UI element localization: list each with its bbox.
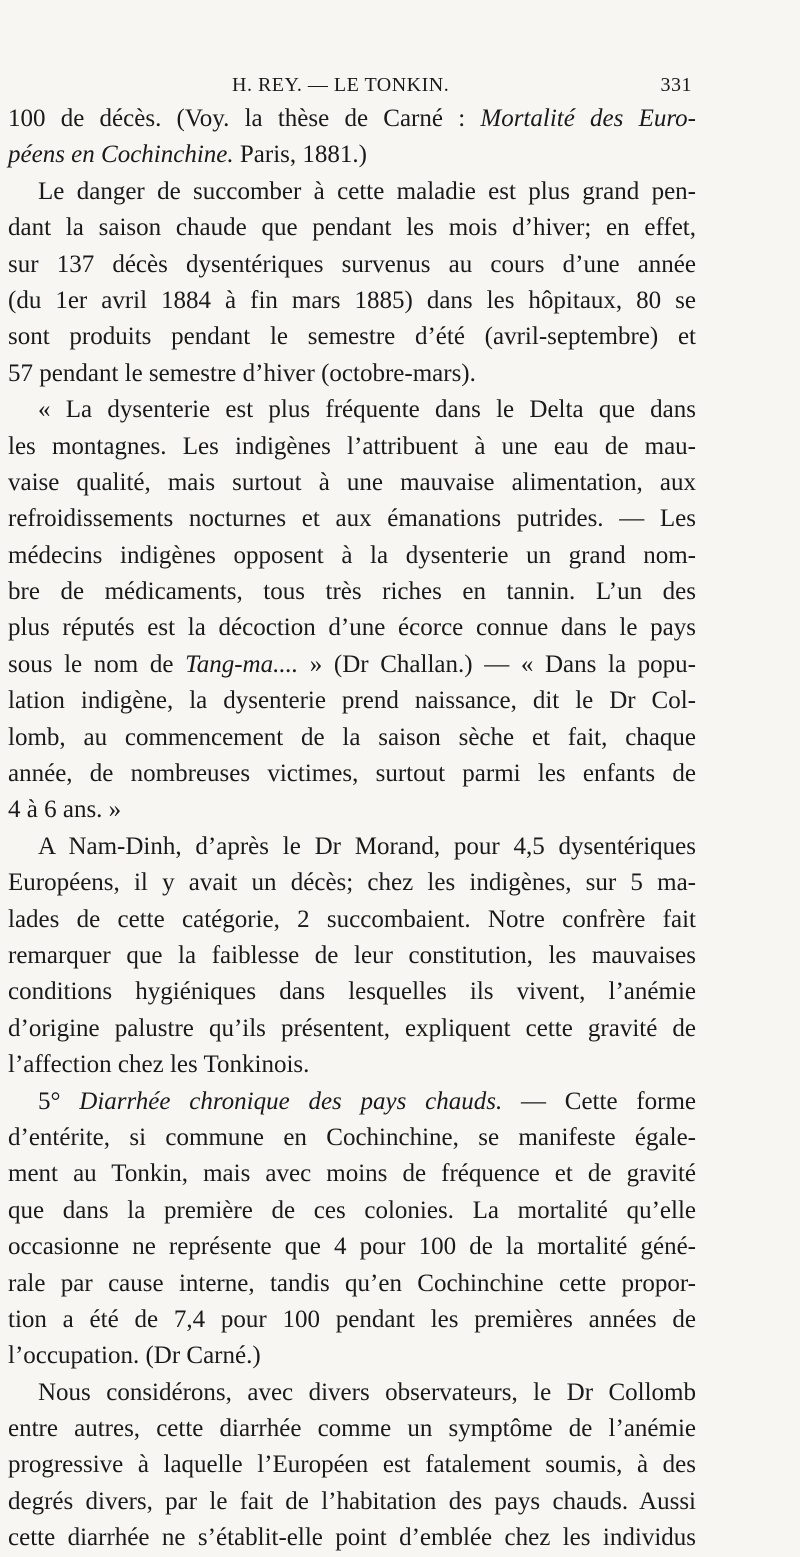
text-run: Le danger de succomber à cette maladie est plus grand pen- xyxy=(38,177,696,205)
text-line xyxy=(8,392,696,428)
text-line xyxy=(8,902,696,938)
text-run: « La dysenterie est plus fréquente dans le Delta que dans xyxy=(38,396,696,424)
text-line xyxy=(8,1229,696,1265)
text-run: 57 pendant le semestre d’hiver (octobre-mars). xyxy=(8,359,476,387)
text-run: degrés divers, par le fait de l’habitation des pays chauds. Aussi xyxy=(8,1487,696,1515)
text-run: A Nam-Dinh, d’après le Dr Morand, pour 4,5 dysentériques xyxy=(38,832,696,860)
text-line xyxy=(8,1375,696,1411)
text-line xyxy=(8,210,696,246)
text-line xyxy=(8,865,696,901)
text-line xyxy=(8,1011,696,1047)
text-line xyxy=(8,356,696,392)
text-line xyxy=(8,829,696,865)
text-line xyxy=(8,574,696,610)
text-run: rale par cause interne, tandis qu’en Cochinchine cette propor- xyxy=(8,1269,696,1297)
text-run: lomb, au commencement de la saison sèche et fait, chaque xyxy=(8,723,696,751)
text-line xyxy=(8,1520,696,1556)
text-run: ment au Tonkin, mais avec moins de fréquence et de gravité xyxy=(8,1160,696,1188)
text-run: entre autres, cette diarrhée comme un symptôme de l’anémie xyxy=(8,1415,696,1443)
text-line xyxy=(8,1084,696,1120)
text-run: » (Dr Challan.) — « Dans la popu- xyxy=(298,650,696,678)
text-run: dant la saison chaude que pendant les mois d’hiver; en effet, xyxy=(8,214,696,242)
text-run: les montagnes. Les indigènes l’attribuent à une eau de mau- xyxy=(8,432,696,460)
text-run: sur 137 décès dysentériques survenus au cours d’une année xyxy=(8,250,696,278)
text-run: d’origine palustre qu’ils présentent, expliquent cette gravité de xyxy=(8,1014,696,1042)
text-line xyxy=(8,1120,696,1156)
text-run: remarquer que la faiblesse de leur constitution, les mauvaises xyxy=(8,941,696,969)
text-line xyxy=(8,792,696,828)
text-line xyxy=(8,683,696,719)
text-run: d’entérite, si commune en Cochinchine, se manifeste égale- xyxy=(8,1123,696,1151)
text-run: année, de nombreuses victimes, surtout parmi les enfants de xyxy=(8,760,696,788)
text-run: 4 à 6 ans. » xyxy=(8,796,122,824)
text-line xyxy=(8,538,696,574)
text-line xyxy=(8,1302,696,1338)
text-run: l’affection chez les Tonkinois. xyxy=(8,1051,310,1079)
page-number: 331 xyxy=(660,74,692,96)
text-line xyxy=(8,974,696,1010)
text-line xyxy=(8,756,696,792)
text-run: lation indigène, la dysenterie prend naissance, dit le Dr Col- xyxy=(8,687,696,715)
text-run: plus réputés est la décoction d’une écorce connue dans le pays xyxy=(8,614,696,642)
running-header xyxy=(0,74,800,100)
text-run: Paris, 1881.) xyxy=(233,141,367,169)
text-run: tion a été de 7,4 pour 100 pendant les premières années de xyxy=(8,1305,696,1333)
text-line xyxy=(8,610,696,646)
text-line xyxy=(8,1266,696,1302)
text-line xyxy=(8,465,696,501)
text-line xyxy=(8,1338,696,1374)
italic-text: Tang-ma.... xyxy=(185,650,299,678)
text-run: (du 1er avril 1884 à fin mars 1885) dans les hôpitaux, 80 se xyxy=(8,286,696,314)
text-run: Européens, il y avait un décès; chez les indigènes, sur 5 ma- xyxy=(8,869,696,897)
body-text xyxy=(8,101,696,1557)
text-line xyxy=(8,1411,696,1447)
text-run: cette diarrhée ne s’établit-elle point d’emblée chez les individus xyxy=(8,1524,696,1552)
text-line xyxy=(8,647,696,683)
text-line xyxy=(8,174,696,210)
text-line xyxy=(8,247,696,283)
italic-text: Mortalité des Euro- xyxy=(480,105,696,132)
text-run: refroidissements nocturnes et aux émanations putrides. — Les xyxy=(8,505,696,533)
text-run: progressive à laquelle l’Européen est fatalement soumis, à des xyxy=(8,1451,696,1479)
text-run: lades de cette catégorie, 2 succombaient. Notre confrère fait xyxy=(8,905,696,933)
text-line xyxy=(8,1447,696,1483)
text-run: Nous considérons, avec divers observateurs, le Dr Collomb xyxy=(38,1378,696,1406)
text-run: — Cette forme xyxy=(502,1087,696,1115)
text-line xyxy=(8,137,696,173)
text-run: l’occupation. (Dr Carné.) xyxy=(8,1342,261,1370)
text-line xyxy=(8,101,696,137)
text-run: que dans la première de ces colonies. La mortalité qu’elle xyxy=(8,1196,696,1224)
text-run: vaise qualité, mais surtout à une mauvaise alimentation, aux xyxy=(8,468,696,496)
text-line xyxy=(8,1047,696,1083)
italic-text: Diarrhée chronique des pays chauds. xyxy=(79,1087,503,1115)
text-line xyxy=(8,938,696,974)
text-run: médecins indigènes opposent à la dysenterie un grand nom- xyxy=(8,541,696,569)
text-line xyxy=(8,319,696,355)
text-line xyxy=(8,1193,696,1229)
text-run: occasionne ne représente que 4 pour 100 de la mortalité géné- xyxy=(8,1233,696,1261)
text-line xyxy=(8,501,696,537)
text-run: 100 de décès. (Voy. la thèse de Carné : xyxy=(8,105,481,132)
italic-text: péens en Cochinchine. xyxy=(8,141,234,169)
text-run: sont produits pendant le semestre d’été (avril-septembre) et xyxy=(8,323,696,351)
text-line xyxy=(8,1156,696,1192)
text-run: bre de médicaments, tous très riches en tannin. L’un des xyxy=(8,578,696,606)
text-run: 5° xyxy=(38,1087,80,1115)
running-title: H. REY. — LE TONKIN. xyxy=(232,74,450,96)
text-run: conditions hygiéniques dans lesquelles ils vivent, l’anémie xyxy=(8,978,696,1006)
text-line xyxy=(8,720,696,756)
text-line xyxy=(8,1484,696,1520)
text-line xyxy=(8,429,696,465)
text-run: sous le nom de xyxy=(8,650,186,678)
text-line xyxy=(8,283,696,319)
